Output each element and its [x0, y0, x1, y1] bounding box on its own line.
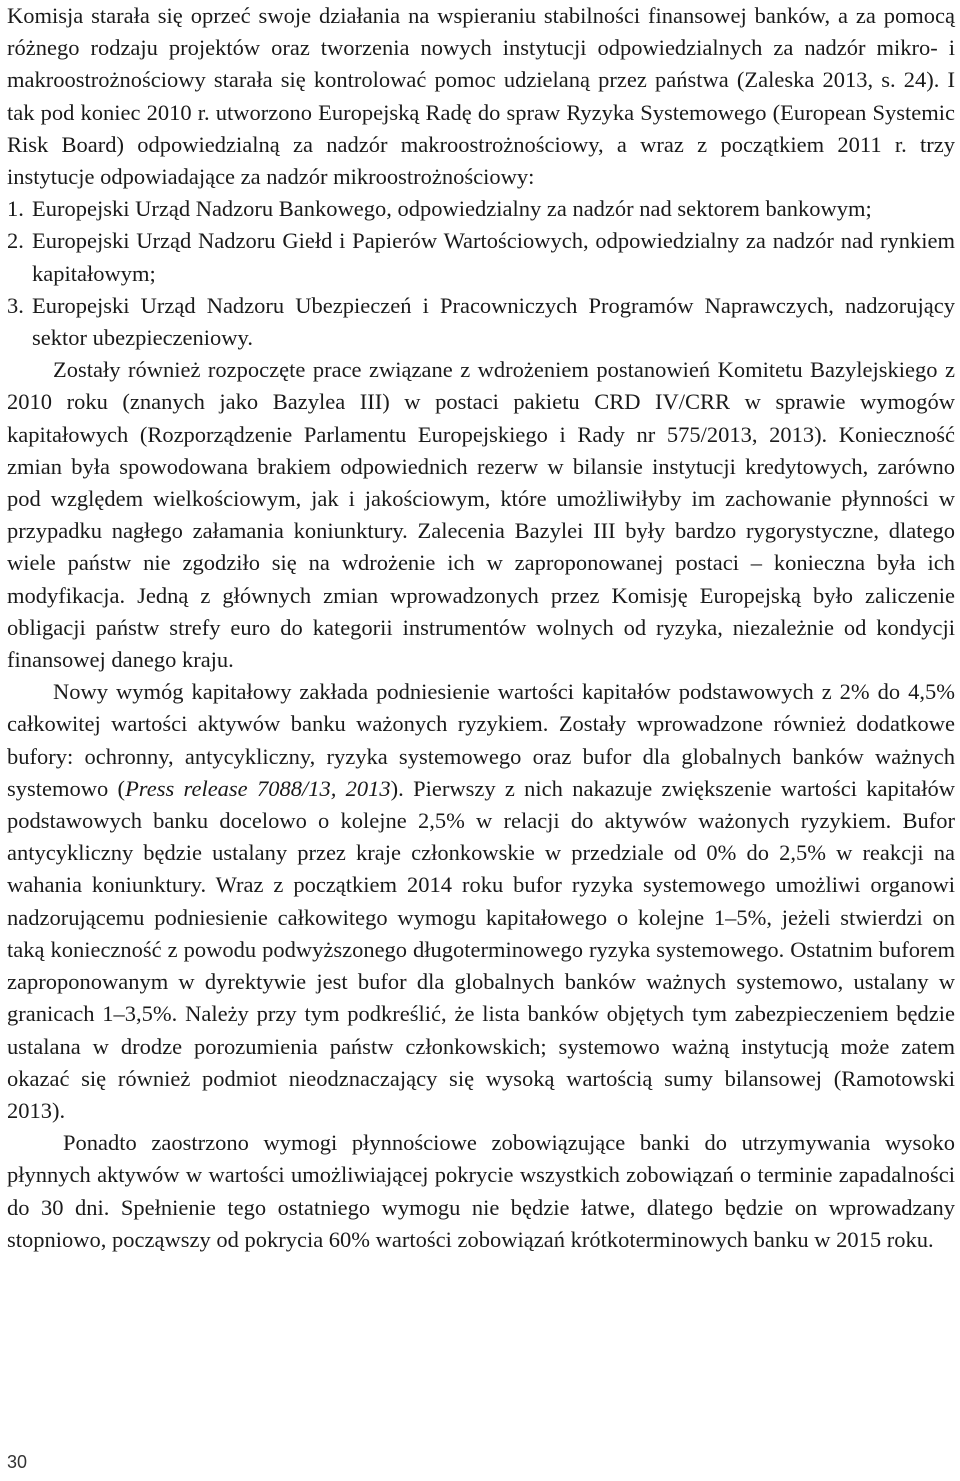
press-release-citation: Press release 7088/13, 2013 [125, 775, 391, 801]
list-item [7, 193, 955, 225]
list-item-number: 2. [7, 228, 24, 254]
capital-paragraph-text-end: ). Pierwszy z nich nakazuje zwiększenie wartości kapitałów podstawowych banku docelowo o kolejne 2,5% w relacji do aktywów ważonych ryzykiem. Bufor antycykliczny będzie ustalany przez kraje członkowskie w przedziale od 0% do 2,5% w reakcji na wahania koniunktury. Wraz z początkiem 2014 roku bufor ryzyka systemowego umożliwi organowi nadzorującemu podniesienie całkowitego wymogu kapitałowego o kolejne 1–5%, jeżeli stwierdzi on taką konieczność z powodu podwyższonego długoterminowego ryzyka systemowego. Ostatnim buforem zaproponowanym w dyrektywie jest bufor dla globalnych banków ważnych systemowo, ustalany w granicach 1–3,5%. Należy przy tym podkreślić, że lista banków objętych tym zabezpieczeniem będzie ustalana w drodze porozumienia państw członkowskich; systemowo ważną instytucją może zatem okazać się również podmiot nieodznaczający się wysoką wartością sumy bilansowej (Ramotowski 2013). [7, 775, 955, 1123]
institutions-list [7, 193, 955, 354]
capital-paragraph [7, 676, 955, 1127]
list-item-text: Europejski Urząd Nadzoru Bankowego, odpowiedzialny za nadzór nad sektorem bankowym; [32, 196, 872, 222]
liquidity-paragraph: Ponadto zaostrzono wymogi płynnościowe zobowiązujące banki do utrzymywania wysoko płynnych aktywów w wartości umożliwiającej pokrycie wszystkich zobowiązań o terminie zapadalności do 30 dni. Spełnienie tego ostatniego wymogu nie będzie łatwe, dlatego będzie on wprowadzany stopniowo, począwszy od pokrycia 60% wartości zobowiązań krótkoterminowych banku w 2015 roku. [7, 1130, 955, 1252]
list-item-text: Europejski Urząd Nadzoru Giełd i Papierów Wartościowych, odpowiedzialny za nadzór nad rynkiem kapitałowym; [32, 228, 955, 286]
list-item [7, 290, 955, 354]
list-item-number: 3. [7, 292, 24, 318]
list-item-number: 1. [7, 196, 24, 222]
document-page [7, 0, 955, 1256]
list-item [7, 225, 955, 289]
capital-paragraph-text-start: Nowy wymóg kapitałowy zakłada podniesienie wartości kapitałów podstawowych z 2% do 4,5% całkowitej wartości aktywów banku ważonych ryzykiem. Zostały wprowadzone również dodatkowe bufory: ochronny, antycykliczny, ryzyka systemowego oraz bufor dla globalnych banków ważnych systemowo ( [7, 679, 955, 801]
page-number: 30 [7, 1452, 28, 1472]
list-item-text: Europejski Urząd Nadzoru Ubezpieczeń i Pracowniczych Programów Naprawczych, nadzorujący sektor ubezpieczeniowy. [32, 292, 955, 351]
basel-paragraph: Zostały również rozpoczęte prace związane z wdrożeniem postanowień Komitetu Bazylejskiego z 2010 roku (znanych jako Bazylea III) w postaci pakietu CRD IV/CRR w sprawie wymogów kapitałowych (Rozporządzenie Parlamentu Europejskiego i Rady nr 575/2013, 2013). Konieczność zmian była spowodowana brakiem odpowiednich rezerw w bilansie instytucji kredytowych, zarówno pod względem wielkościowym, jak i jakościowym, które umożliwiłyby im zachowanie płynności w przypadku nagłego załamania koniunktury. Zalecenia Bazylei III były bardzo rygorystyczne, dlatego wiele państw nie zgodziło się na wdrożenie ich w zaproponowanej postaci – konieczna była ich modyfikacja. Jedną z głównych zmian wprowadzonych przez Komisję Europejską było zaliczenie obligacji państw strefy euro do kategorii instrumentów wolnych od ryzyka, niezależnie od kondycji finansowej danego kraju. [7, 357, 955, 673]
intro-paragraph: Komisja starała się oprzeć swoje działania na wspieraniu stabilności finansowej banków, a za pomocą różnego rodzaju projektów oraz tworzenia nowych instytucji odpowiedzialnych za nadzór mikro- i makroostrożnościowy starała się kontrolować pomoc udzielaną przez państwa (Zaleska 2013, s. 24). I tak pod koniec 2010 r. utworzono Europejską Radę do spraw Ryzyka Systemowego (European Systemic Risk Board) odpowiedzialną za nadzór makroostrożnościowy, a wraz z początkiem 2011 r. trzy instytucje odpowiadające za nadzór mikroostrożnościowy: [7, 3, 955, 190]
